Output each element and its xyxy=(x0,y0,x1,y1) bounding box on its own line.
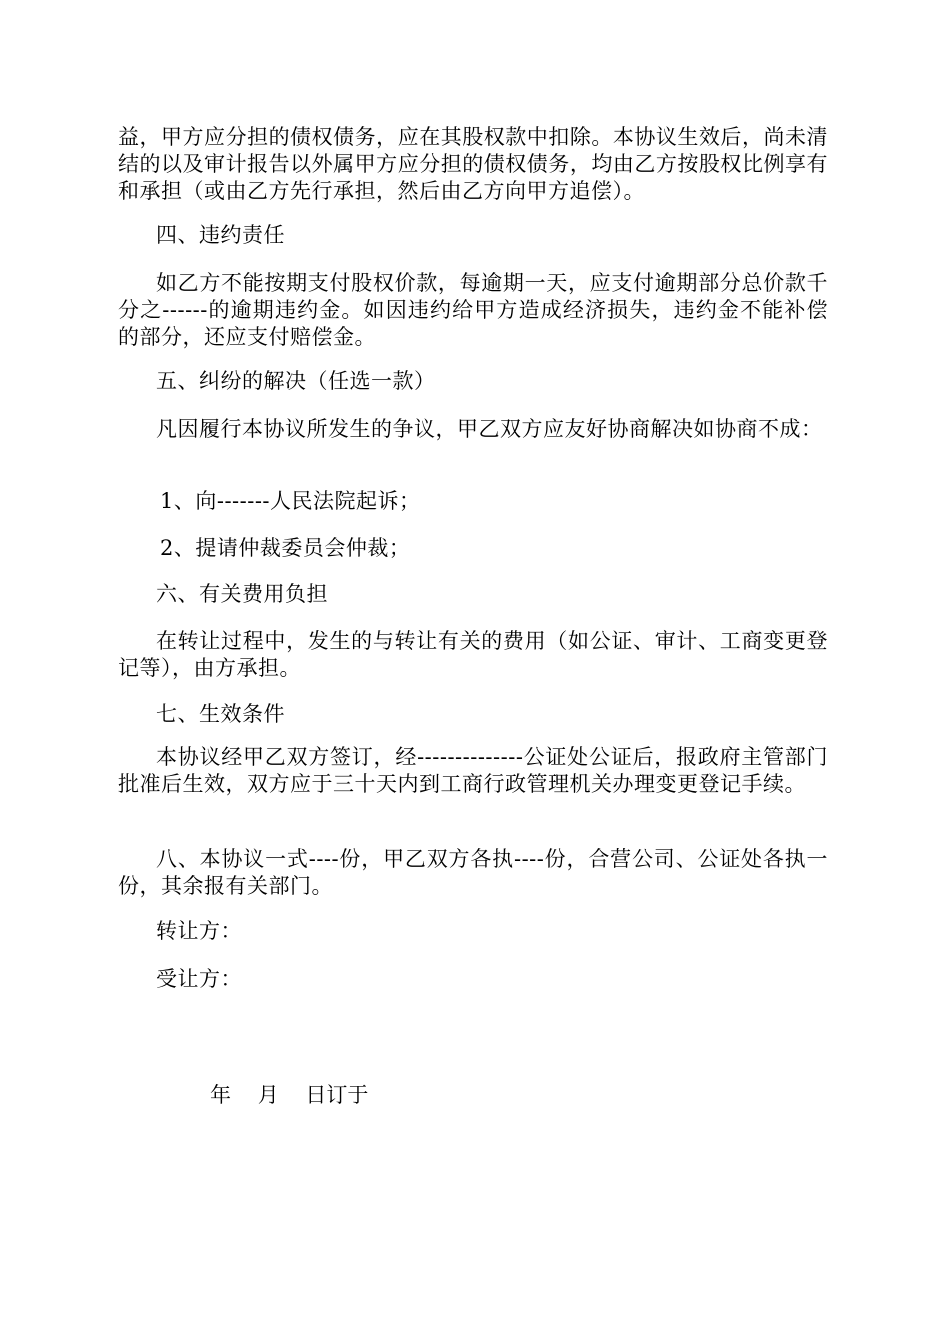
paragraph-dispute-resolution: 凡因履行本协议所发生的争议，甲乙双方应友好协商解决如协商不成： xyxy=(156,417,823,441)
signing-date-line: 年 月 日订于 xyxy=(210,1083,369,1107)
option-arbitration: 2、提请仲裁委员会仲裁； xyxy=(160,536,411,560)
heading-effective-conditions: 七、生效条件 xyxy=(156,702,285,726)
paragraph-effective-conditions: 本协议经甲乙双方签订，经--------------公证处公证后，报政府主管部门批准后生效，双方应于三十天内到工商行政管理机关办理变更登记手续。 xyxy=(118,745,828,796)
transferor-label: 转让方： xyxy=(156,919,242,943)
transferee-label: 受让方： xyxy=(156,967,242,991)
heading-breach-liability: 四、违约责任 xyxy=(156,223,285,247)
paragraph-copies: 八、本协议一式----份，甲乙双方各执----份，合营公司、公证处各执一份，其余报有关部门。 xyxy=(118,847,828,898)
paragraph-expenses: 在转让过程中，发生的与转让有关的费用（如公证、审计、工商变更登记等），由方承担。 xyxy=(118,629,828,680)
heading-dispute-resolution: 五、纠纷的解决（任选一款） xyxy=(156,369,436,393)
paragraph-breach-liability: 如乙方不能按期支付股权价款，每逾期一天，应支付逾期部分总价款千分之------的逾期违约金。如因违约给甲方造成经济损失，违约金不能补偿的部分，还应支付赔偿金。 xyxy=(118,271,828,349)
paragraph-equity-debts: 益，甲方应分担的债权债务，应在其股权款中扣除。本协议生效后，尚未清结的以及审计报告以外属甲方应分担的债权债务，均由乙方按股权比例享有和承担（或由乙方先行承担，然后由乙方向甲方追偿）。 xyxy=(118,125,828,203)
option-court: 1、向-------人民法院起诉； xyxy=(160,489,421,513)
heading-expenses: 六、有关费用负担 xyxy=(156,582,328,606)
